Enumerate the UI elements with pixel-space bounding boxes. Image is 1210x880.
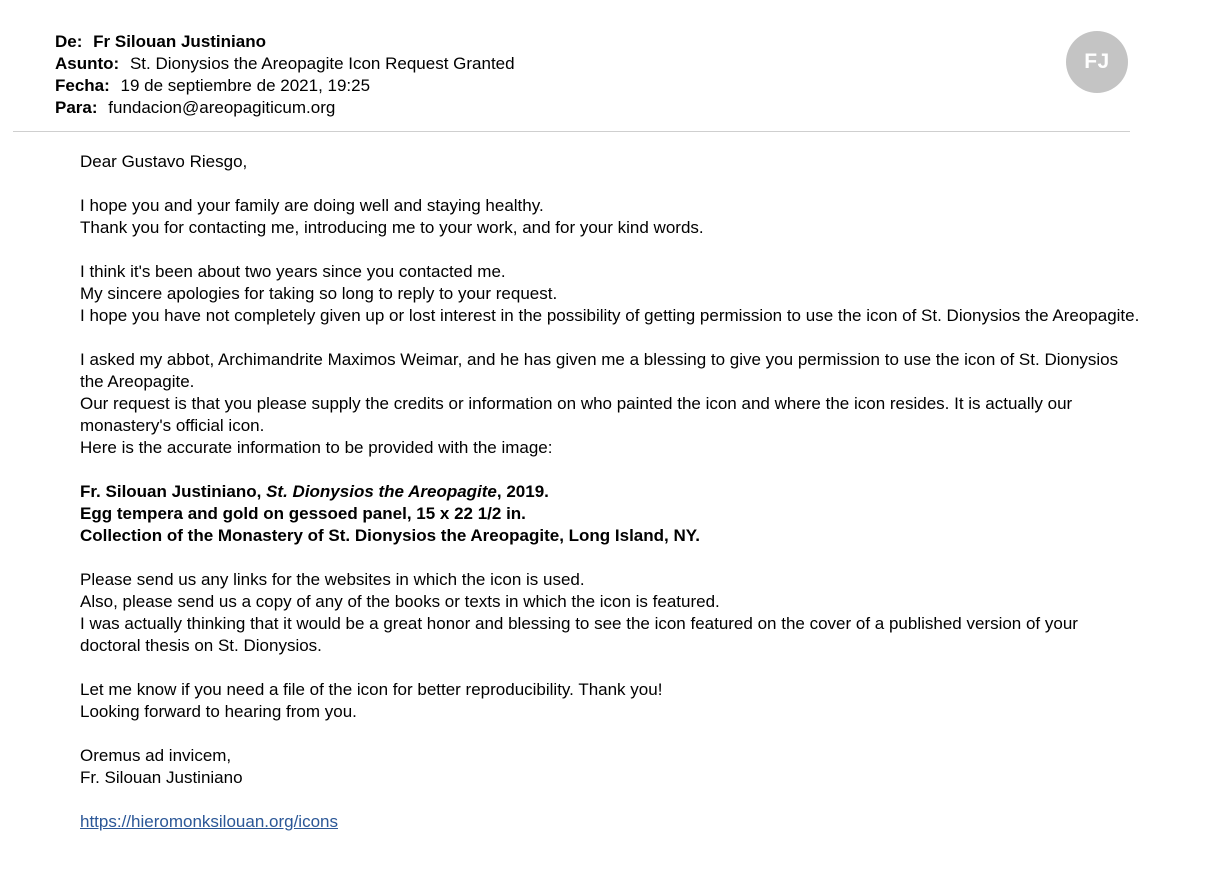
body-line: I hope you have not completely given up or lost interest in the possibility of getting permission to use the icon of St. Dionysios the Areopagite. — [80, 306, 1140, 325]
date-label: Fecha: — [55, 76, 110, 95]
body-line: Let me know if you need a file of the icon for better reproducibility. Thank you! — [80, 680, 663, 699]
subject-value: St. Dionysios the Areopagite Icon Request Granted — [129, 54, 515, 73]
subject-label: Asunto: — [55, 54, 120, 73]
from-label: De: — [55, 32, 83, 51]
body-line: Here is the accurate information to be provided with the image: — [80, 438, 553, 457]
from-row — [55, 31, 1055, 53]
body-line: I think it's been about two years since you contacted me. — [80, 262, 506, 281]
sender-avatar[interactable]: FJ — [1066, 31, 1128, 93]
body-line: Also, please send us a copy of any of the books or texts in which the icon is featured. — [80, 592, 720, 611]
body-line: I was actually thinking that it would be a great honor and blessing to see the icon featured on the cover of a published version of your doctoral thesis on St. Dionysios. — [80, 614, 1078, 655]
to-label: Para: — [55, 98, 98, 117]
website-link[interactable]: https://hieromonksilouan.org/icons — [80, 812, 338, 831]
greeting: Dear Gustavo Riesgo, — [80, 152, 248, 171]
credit-line — [80, 481, 1140, 503]
email-header — [55, 31, 1055, 119]
date-row — [55, 75, 1055, 97]
from-value[interactable]: Fr Silouan Justiniano — [93, 32, 266, 51]
date-value: 19 de septiembre de 2021, 19:25 — [120, 76, 371, 95]
credit-author: Fr. Silouan Justiniano, — [80, 482, 262, 501]
signature: Fr. Silouan Justiniano — [80, 768, 243, 787]
body-line: Our request is that you please supply the credits or information on who painted the icon and where the icon resides. It is actually our monastery's official icon. — [80, 394, 1073, 435]
to-value[interactable]: fundacion@areopagiticum.org — [108, 98, 336, 117]
body-line: Thank you for contacting me, introducing me to your work, and for your kind words. — [80, 218, 704, 237]
subject-row — [55, 53, 1055, 75]
body-line: Please send us any links for the websites in which the icon is used. — [80, 570, 585, 589]
credit-title: St. Dionysios the Areopagite — [266, 482, 497, 501]
body-line: I asked my abbot, Archimandrite Maximos Weimar, and he has given me a blessing to give you permission to use the icon of St. Dionysios the Areopagite. — [80, 350, 1119, 391]
credit-medium: Egg tempera and gold on gessoed panel, 15 x 22 1/2 in. — [80, 504, 526, 523]
credit-year: , 2019. — [496, 482, 549, 501]
body-line: I hope you and your family are doing well and staying healthy. — [80, 196, 544, 215]
header-divider — [13, 131, 1130, 132]
body-line: Looking forward to hearing from you. — [80, 702, 357, 721]
closing: Oremus ad invicem, — [80, 746, 232, 765]
email-body — [80, 151, 1140, 833]
to-row — [55, 97, 1055, 119]
body-line: My sincere apologies for taking so long to reply to your request. — [80, 284, 558, 303]
credit-collection: Collection of the Monastery of St. Dionysios the Areopagite, Long Island, NY. — [80, 526, 700, 545]
